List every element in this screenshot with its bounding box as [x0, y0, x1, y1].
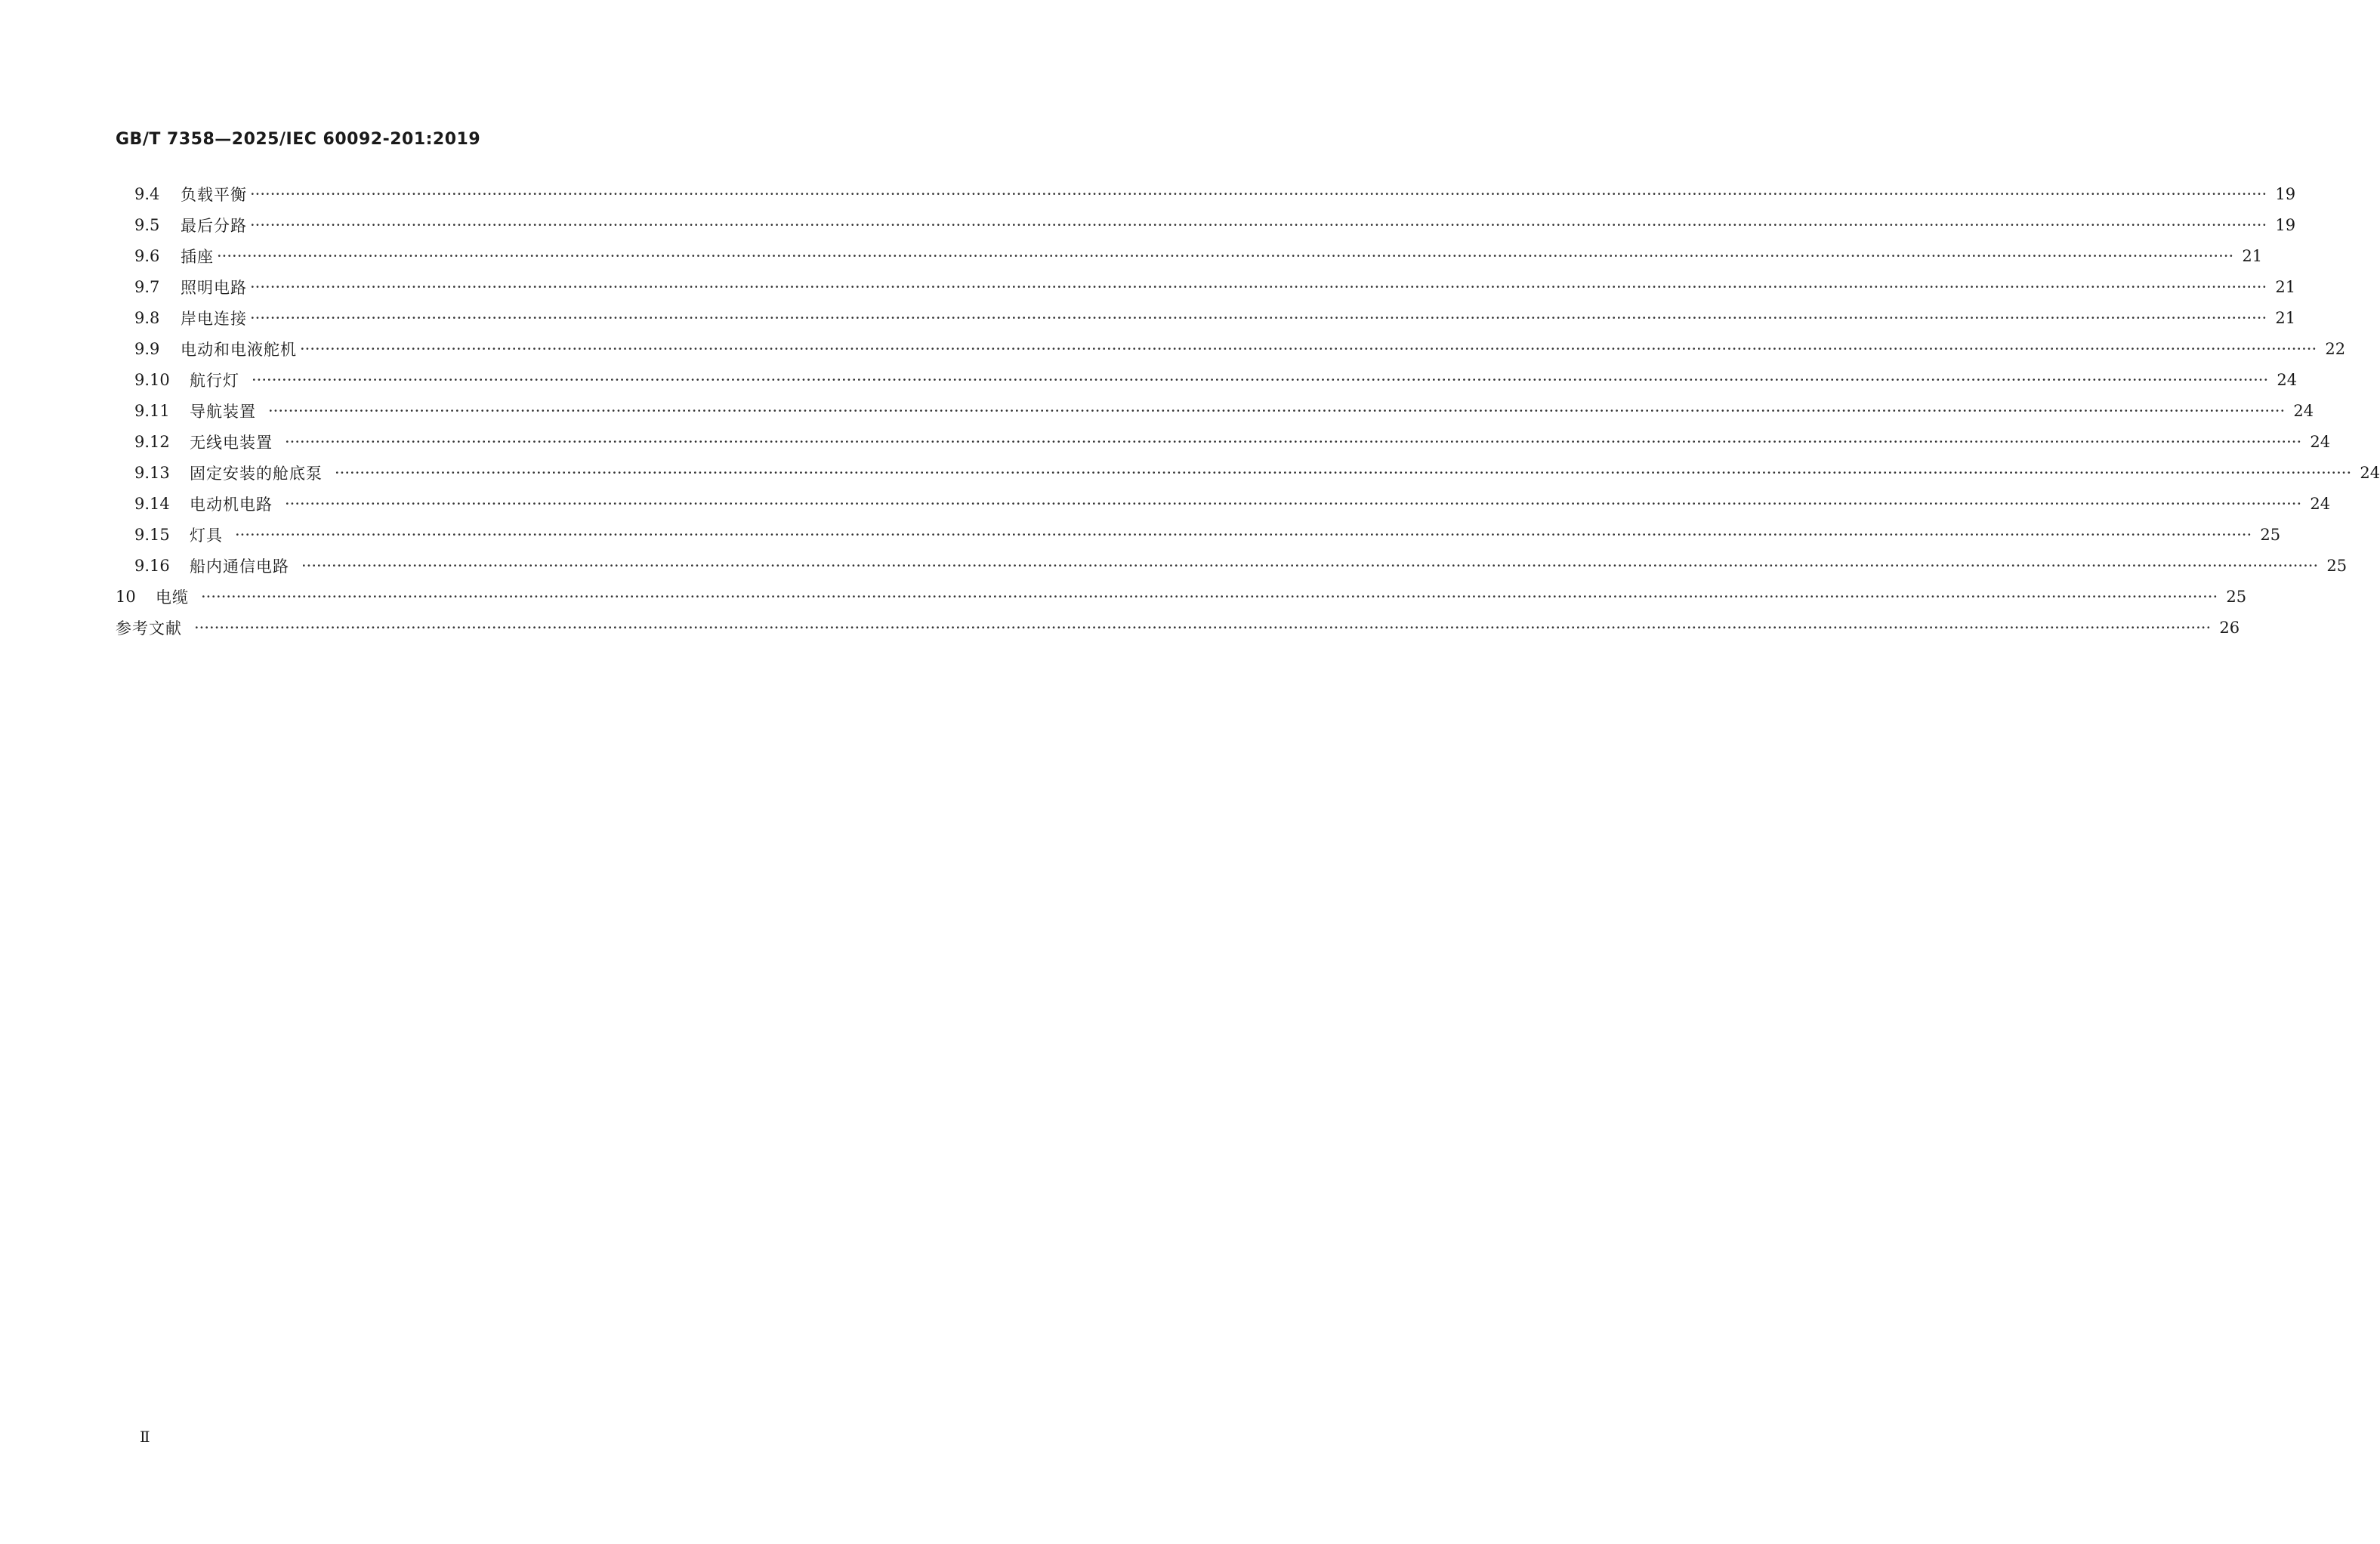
- toc-entry-number: 9.13: [134, 463, 170, 482]
- toc-entry-page: 19: [2275, 184, 2296, 203]
- toc-entry-page: 24: [2310, 432, 2331, 451]
- toc-entry-title: 固定安装的舱底泵: [190, 464, 323, 483]
- toc-entry-page: 21: [2275, 308, 2296, 327]
- toc-entry-page: 24: [2277, 370, 2298, 389]
- toc-entry-title: 照明电路: [181, 278, 247, 297]
- toc-entry-page: 21: [2242, 246, 2263, 265]
- toc-entry-title: 电动和电液舵机: [181, 340, 297, 359]
- toc-entry-title: 航行灯: [190, 371, 239, 390]
- toc-entry-references[interactable]: [116, 612, 2240, 643]
- toc-entry-9-7[interactable]: [116, 271, 2296, 302]
- toc-entry-9-14[interactable]: [116, 488, 2331, 519]
- toc-entry-number: 9.5: [134, 215, 160, 234]
- toc-entry-title: 导航装置: [190, 402, 256, 421]
- toc-entry-title: 参考文献: [116, 619, 182, 638]
- toc-entry-page: 21: [2275, 277, 2296, 296]
- toc-entry-9-4[interactable]: [116, 178, 2296, 209]
- page-number: Ⅱ: [140, 1428, 150, 1446]
- toc-dot-leader: ················································································································································································································································································································································································································: [201, 587, 2218, 606]
- toc-entry-9-10[interactable]: [116, 364, 2298, 395]
- toc-entry-9-5[interactable]: [116, 209, 2296, 240]
- table-of-contents: [116, 178, 2380, 643]
- toc-entry-9-12[interactable]: [116, 426, 2331, 457]
- toc-entry-number: 9.10: [134, 370, 170, 389]
- toc-entry-10[interactable]: [116, 581, 2247, 612]
- toc-entry-title: 插座: [181, 247, 214, 266]
- toc-entry-page: 26: [2219, 618, 2240, 637]
- toc-dot-leader: ················································································································································································································································································································································································································: [250, 308, 2267, 327]
- toc-entry-number: 9.6: [134, 246, 160, 265]
- toc-entry-9-6[interactable]: [116, 240, 2263, 271]
- toc-dot-leader: ················································································································································································································································································································································································································: [194, 618, 2212, 637]
- toc-dot-leader: ················································································································································································································································································································································································································: [235, 525, 2252, 544]
- document-header: GB/T 7358—2025/IEC 60092-201:2019: [116, 130, 481, 149]
- toc-entry-number: 9.7: [134, 277, 160, 296]
- toc-dot-leader: ················································································································································································································································································································································································································: [250, 184, 2267, 203]
- toc-dot-leader: ················································································································································································································································································································································································································: [285, 494, 2302, 513]
- toc-entry-page: 25: [2260, 525, 2281, 544]
- toc-entry-title: 岸电连接: [181, 309, 247, 328]
- toc-entry-page: 24: [2360, 463, 2380, 482]
- toc-entry-number: 9.4: [134, 184, 160, 203]
- toc-entry-page: 19: [2275, 215, 2296, 234]
- toc-entry-9-11[interactable]: [116, 395, 2314, 426]
- toc-dot-leader: ················································································································································································································································································································································································································: [268, 401, 2286, 420]
- toc-entry-9-8[interactable]: [116, 302, 2296, 333]
- toc-entry-9-9[interactable]: [116, 333, 2346, 364]
- toc-entry-title: 负载平衡: [181, 185, 247, 204]
- toc-entry-title: 无线电装置: [190, 433, 273, 452]
- toc-dot-leader: ················································································································································································································································································································································································································: [335, 463, 2352, 482]
- toc-entry-9-16[interactable]: [116, 550, 2348, 581]
- toc-entry-page: 24: [2293, 401, 2314, 420]
- toc-entry-page: 25: [2226, 587, 2247, 606]
- toc-entry-page: 25: [2326, 556, 2348, 575]
- toc-entry-title: 电动机电路: [190, 495, 273, 514]
- toc-entry-title: 船内通信电路: [190, 557, 289, 576]
- toc-dot-leader: ················································································································································································································································································································································································································: [300, 339, 2317, 358]
- toc-entry-9-15[interactable]: [116, 519, 2281, 550]
- toc-dot-leader: ················································································································································································································································································································································································································: [301, 556, 2319, 575]
- toc-entry-title: 电缆: [156, 588, 189, 607]
- toc-entry-number: 9.14: [134, 494, 170, 513]
- toc-entry-page: 22: [2325, 339, 2346, 358]
- toc-dot-leader: ················································································································································································································································································································································································································: [252, 370, 2269, 389]
- toc-entry-title: 灯具: [190, 526, 223, 545]
- toc-entry-number: 9.11: [134, 401, 170, 420]
- toc-dot-leader: ················································································································································································································································································································································································································: [250, 215, 2267, 234]
- toc-entry-number: 9.8: [134, 308, 160, 327]
- toc-entry-number: 9.15: [134, 525, 170, 544]
- toc-entry-9-13[interactable]: [116, 457, 2380, 488]
- toc-entry-page: 24: [2310, 494, 2331, 513]
- toc-entry-number: 10: [116, 587, 136, 606]
- toc-entry-number: 9.9: [134, 339, 160, 358]
- toc-dot-leader: ················································································································································································································································································································································································································: [250, 277, 2267, 296]
- toc-entry-number: 9.12: [134, 432, 170, 451]
- toc-entry-title: 最后分路: [181, 216, 247, 235]
- toc-dot-leader: ················································································································································································································································································································································································································: [285, 432, 2302, 451]
- toc-dot-leader: ················································································································································································································································································································································································································: [217, 246, 2234, 265]
- toc-entry-number: 9.16: [134, 556, 170, 575]
